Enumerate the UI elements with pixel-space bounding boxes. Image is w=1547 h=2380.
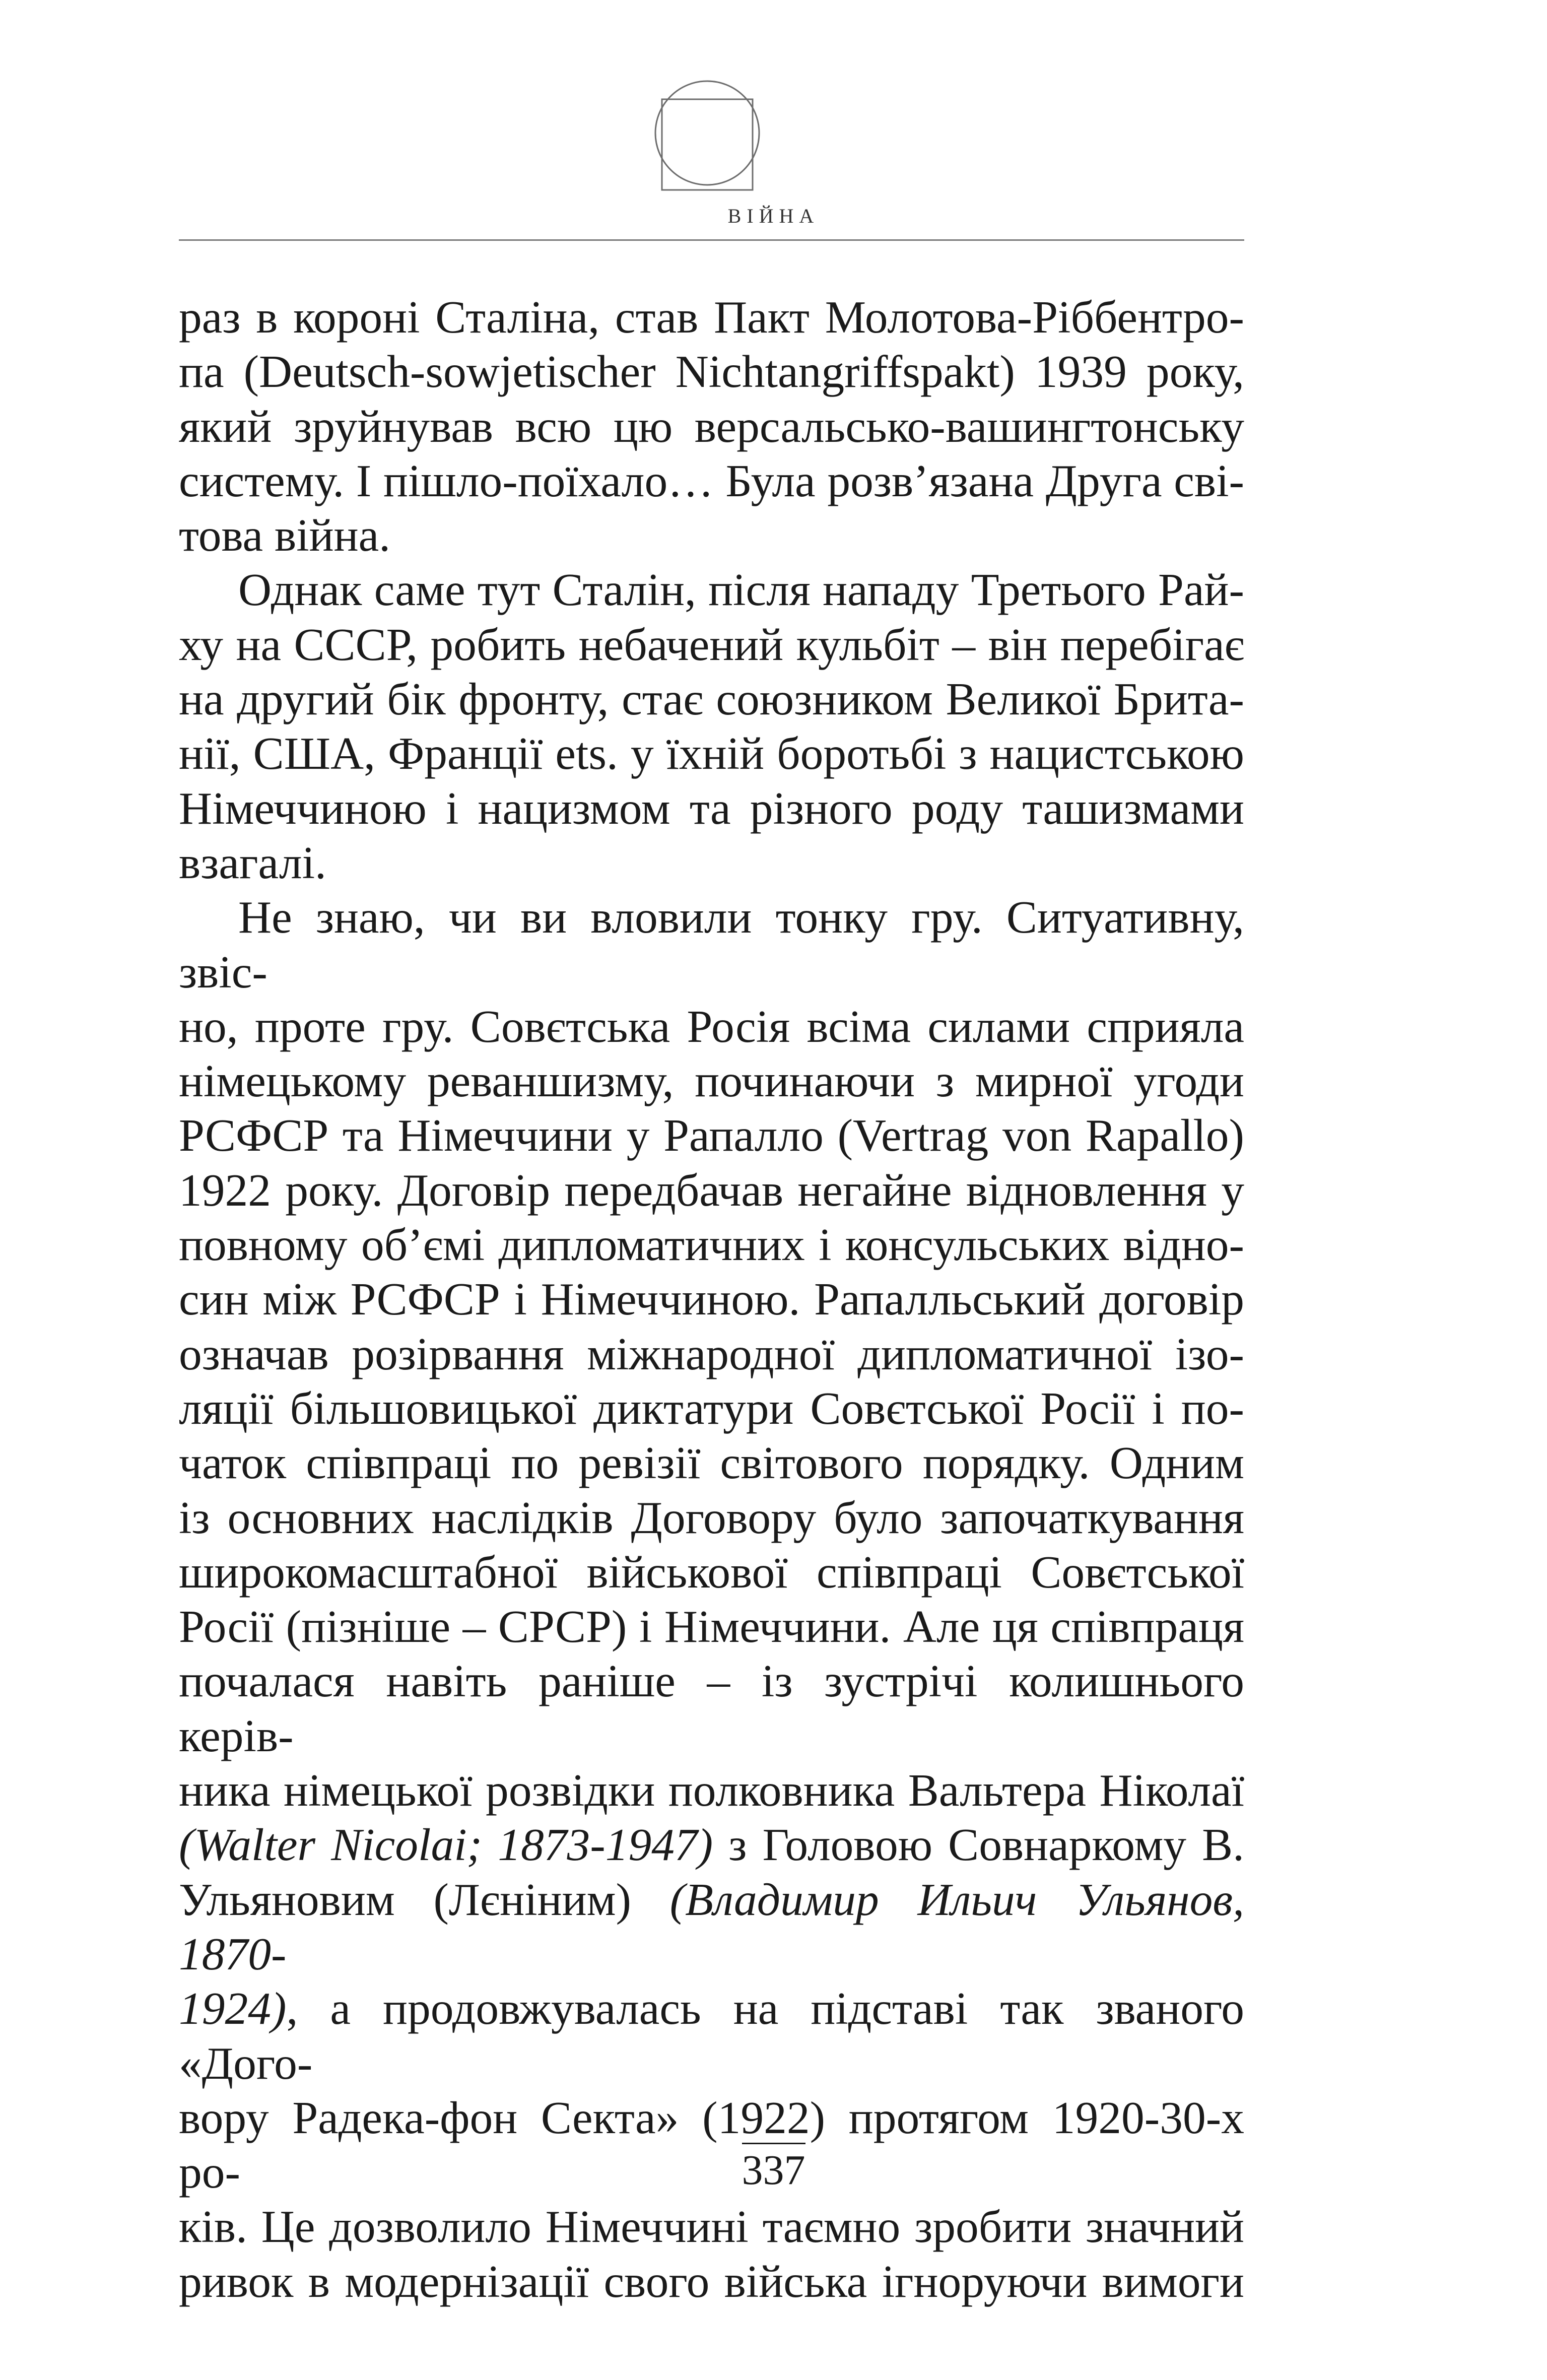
text-line: почалася навіть раніше – із зустрічі колишнього керів- [179, 1655, 1244, 1761]
circle-square-emblem-icon [653, 77, 762, 192]
text-line: повному об’ємі дипломатичних і консульських відно- [179, 1219, 1244, 1271]
body-text [179, 290, 1244, 2308]
italic-citation: 1924) [179, 1982, 287, 2034]
text-line: ляції більшовицької диктатури Совєтської Росії і по- [179, 1382, 1244, 1434]
text-line: Однак саме тут Сталін, після нападу Третього Рай- [238, 564, 1244, 616]
text-line: ків. Це дозволило Німеччині таємно зробити значний [179, 2201, 1244, 2253]
text-line: систему. І пішло-поїхало… Була розв’язана Друга сві- [179, 454, 1244, 506]
text-line: син між РСФСР і Німеччиною. Рапалльський договір [179, 1273, 1244, 1325]
text-line: Не знаю, чи ви вловили тонку гру. Ситуативну, звіс- [179, 891, 1244, 998]
text-line: Росії (пізніше – СРСР) і Німеччини. Але ця співпраця [179, 1601, 1244, 1652]
page-number: 337 [0, 2143, 1547, 2196]
running-header-section: ВІЙНА [727, 205, 820, 227]
text-line: раз в короні Сталіна, став Пакт Молотова-Ріббентро- [179, 291, 1244, 343]
header-divider [179, 239, 1244, 241]
text-line: ника німецької розвідки полковника Вальтера Ніколаї [179, 1764, 1244, 1816]
text-line: німецькому реваншизму, починаючи з мирної угоди [179, 1055, 1244, 1107]
text-line: ху на СССР, робить небачений кульбіт – він перебігає [179, 618, 1244, 670]
text-line: нії, США, Франції ets. у їхній боротьбі з нацистською [179, 728, 1244, 779]
text-line: РСФСР та Німеччини у Рапалло (Vertrag von Rapallo) [179, 1109, 1244, 1161]
text-line: взагалі. [179, 836, 326, 888]
text-line: па (Deutsch-sowjetischer Nichtangriffspakt) 1939 року, [179, 346, 1244, 398]
text-line: 1922 року. Договір передбачав негайне відновлення у [179, 1164, 1244, 1216]
text-fragment: Ульяновим (Лєніним) [179, 1873, 670, 1925]
text-line: із основних наслідків Договору було започаткування [179, 1491, 1244, 1543]
text-line: широкомасштабної військової співпраці Совєтської [179, 1546, 1244, 1598]
text-line [179, 1817, 1244, 1872]
text-fragment: , а продовжувалась на підставі так званого «Дого- [179, 1982, 1244, 2089]
text-line: вору Радека-фон Секта» (1922) протягом 1920-30-х ро- [179, 2091, 1244, 2198]
text-line: Німеччиною і нацизмом та різного роду ташизмами [179, 782, 1244, 834]
text-fragment: з Головою Совнаркому В. [713, 1819, 1244, 1871]
text-line: чаток співпраці по ревізії світового порядку. Одним [179, 1437, 1244, 1489]
text-line: який зруйнував всю цю версальсько-вашингтонську [179, 400, 1244, 452]
text-line: на другий бік фронту, стає союзником Великої Брита- [179, 673, 1244, 725]
italic-citation: (Walter Nicolai; 1873-1947) [179, 1819, 713, 1871]
text-line [179, 1981, 1244, 2090]
text-line: това війна. [179, 509, 391, 561]
text-line: ривок в модернізації свого війська ігноруючи вимоги [179, 2255, 1244, 2307]
text-line: но, проте гру. Совєтська Росія всіма силами сприяла [179, 1000, 1244, 1052]
text-line [179, 1872, 1244, 1981]
italic-citation: (Владимир Ильич Ульянов, 1870- [179, 1873, 1244, 1979]
text-line: означав розірвання міжнародної дипломатичної ізо- [179, 1328, 1244, 1379]
